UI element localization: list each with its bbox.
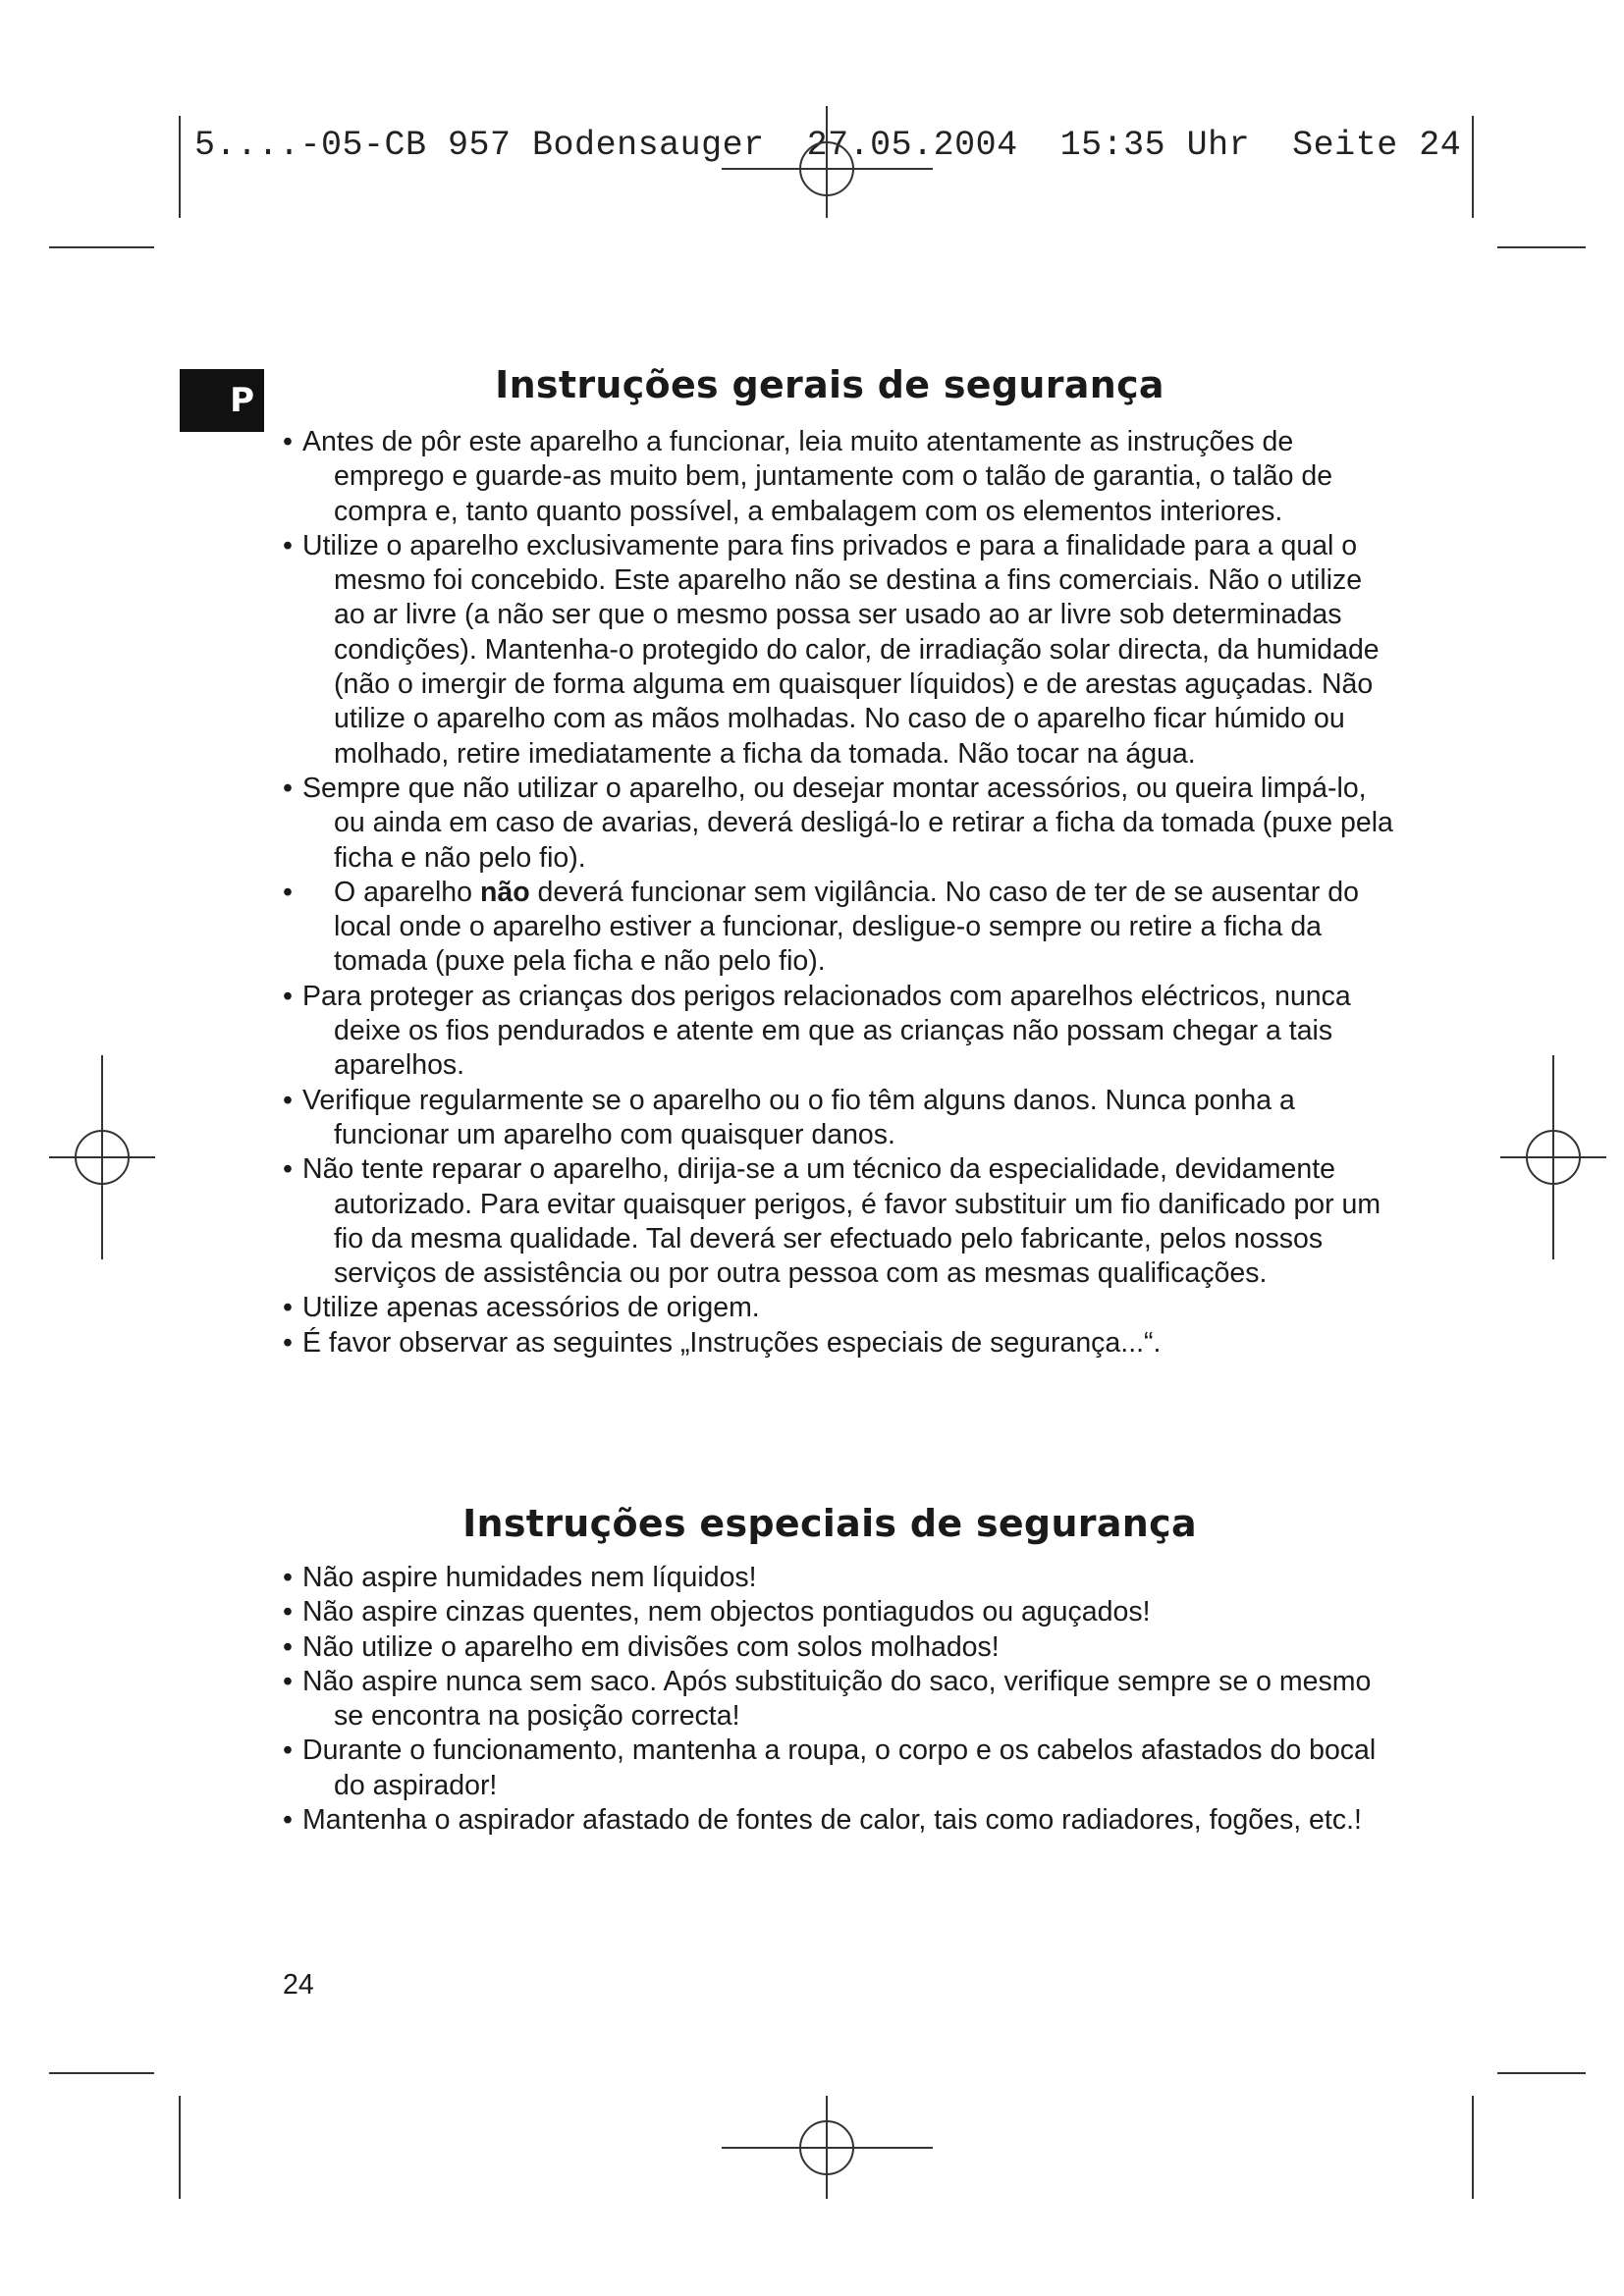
- list-item: • O aparelho não deverá funcionar sem vigilância. No caso de ter de se ausentar do local onde o aparelho estiver a funcionar, desligue-o sempre ou retire a ficha da tomada (puxe pela ficha e não pelo fio).: [283, 876, 1360, 978]
- list-item: • Verifique regularmente se o aparelho ou o fio têm alguns danos. Nunca ponha a funcionar um aparelho com quaisquer danos.: [283, 1084, 1295, 1150]
- language-tab: P: [180, 369, 264, 432]
- list-item: • É favor observar as seguintes „Instruções especiais de segurança...“.: [283, 1326, 1394, 1361]
- bullet-icon: •: [283, 772, 293, 804]
- bullet-icon: •: [283, 1153, 293, 1186]
- section-title-general-safety: Instruções gerais de segurança: [495, 363, 1164, 406]
- list-item: • Utilize apenas acessórios de origem.: [283, 1291, 1394, 1325]
- general-safety-list: [283, 425, 1394, 1361]
- list-item: • Durante o funcionamento, mantenha a roupa, o corpo e os cabelos afastados do bocal do aspirador!: [283, 1735, 1377, 1801]
- registration-mark-right: [1500, 1055, 1606, 1259]
- bullet-icon: •: [283, 1630, 293, 1663]
- print-slug-header: 5....-05-CB 957 Bodensauger 27.05.2004 15:35 Uhr Seite 24: [194, 126, 1462, 165]
- bullet-icon: •: [283, 1562, 293, 1593]
- registration-mark-left: [49, 1055, 155, 1259]
- section-title-special-safety: Instruções especiais de segurança: [462, 1502, 1197, 1545]
- list-item: • Para proteger as crianças dos perigos relacionados com aparelhos eléctricos, nunca deixe os fios pendurados e atente em que as crianças não possam chegar a tais aparelhos.: [283, 980, 1351, 1082]
- list-item: • Sempre que não utilizar o aparelho, ou desejar montar acessórios, ou queira limpá-lo, ou ainda em caso de avarias, deverá desligá-lo e retirar a ficha da tomada (puxe pela ficha e não pelo fio).: [283, 772, 1393, 874]
- bullet-icon: •: [283, 1084, 293, 1116]
- bullet-icon: •: [283, 1596, 293, 1629]
- bullet-icon: •: [283, 1804, 293, 1837]
- bullet-icon: •: [283, 876, 293, 908]
- bullet-icon: •: [283, 980, 293, 1012]
- list-item: • Não utilize o aparelho em divisões com solos molhados!: [283, 1630, 1394, 1665]
- list-item: • Não tente reparar o aparelho, dirija-se a um técnico da especialidade, devidamente autorizado. Para evitar quaisquer perigos, é favor substituir um fio danificado por um fio da mesma qualidade. Tal deverá ser efectuado pelo fabricante, pelos nossos serviços de assistência ou por outra pessoa com as mesmas qualificações.: [283, 1153, 1381, 1290]
- emphasis-nao: não: [479, 876, 530, 908]
- special-safety-list: [283, 1561, 1394, 1838]
- bullet-icon: •: [283, 1735, 293, 1767]
- bullet-icon: •: [283, 1292, 293, 1324]
- bullet-icon: •: [283, 1665, 293, 1697]
- list-item: • Antes de pôr este aparelho a funcionar, leia muito atentamente as instruções de emprego e guarde-as muito bem, juntamente com o talão de garantia, o talão de compra e, tanto quanto possível, a embalagem com os elementos interiores.: [283, 426, 1333, 527]
- registration-mark-bottom: [722, 2096, 933, 2199]
- bullet-icon: •: [283, 529, 293, 561]
- list-item: • Mantenha o aspirador afastado de fontes de calor, tais como radiadores, fogões, etc.!: [283, 1803, 1394, 1838]
- list-item: • Não aspire nunca sem saco. Após substituição do saco, verifique sempre se o mesmo se encontra na posição correcta!: [283, 1665, 1372, 1733]
- list-item: • Utilize o aparelho exclusivamente para fins privados e para a finalidade para a qual o mesmo foi concebido. Este aparelho não se destina a fins comerciais. Não o utilize ao ar livre (a não ser que o mesmo possa ser usado ao ar livre sob determinadas condições). Mantenha-o protegido do calor, de irradiação solar directa, da humidade (não o imergir de forma alguma em quaisquer líquidos) e de arestas aguçadas. Não utilize o aparelho com as mãos molhadas. No caso de o aparelho ficar húmido ou molhado, retire imediatamente a ficha da tomada. Não tocar na água.: [283, 529, 1380, 770]
- bullet-icon: •: [283, 426, 293, 457]
- bullet-icon: •: [283, 1326, 293, 1359]
- page-number: 24: [283, 1969, 314, 2001]
- list-item: • Não aspire cinzas quentes, nem objectos pontiagudos ou aguçados!: [283, 1595, 1394, 1629]
- list-item: • Não aspire humidades nem líquidos!: [283, 1561, 1394, 1595]
